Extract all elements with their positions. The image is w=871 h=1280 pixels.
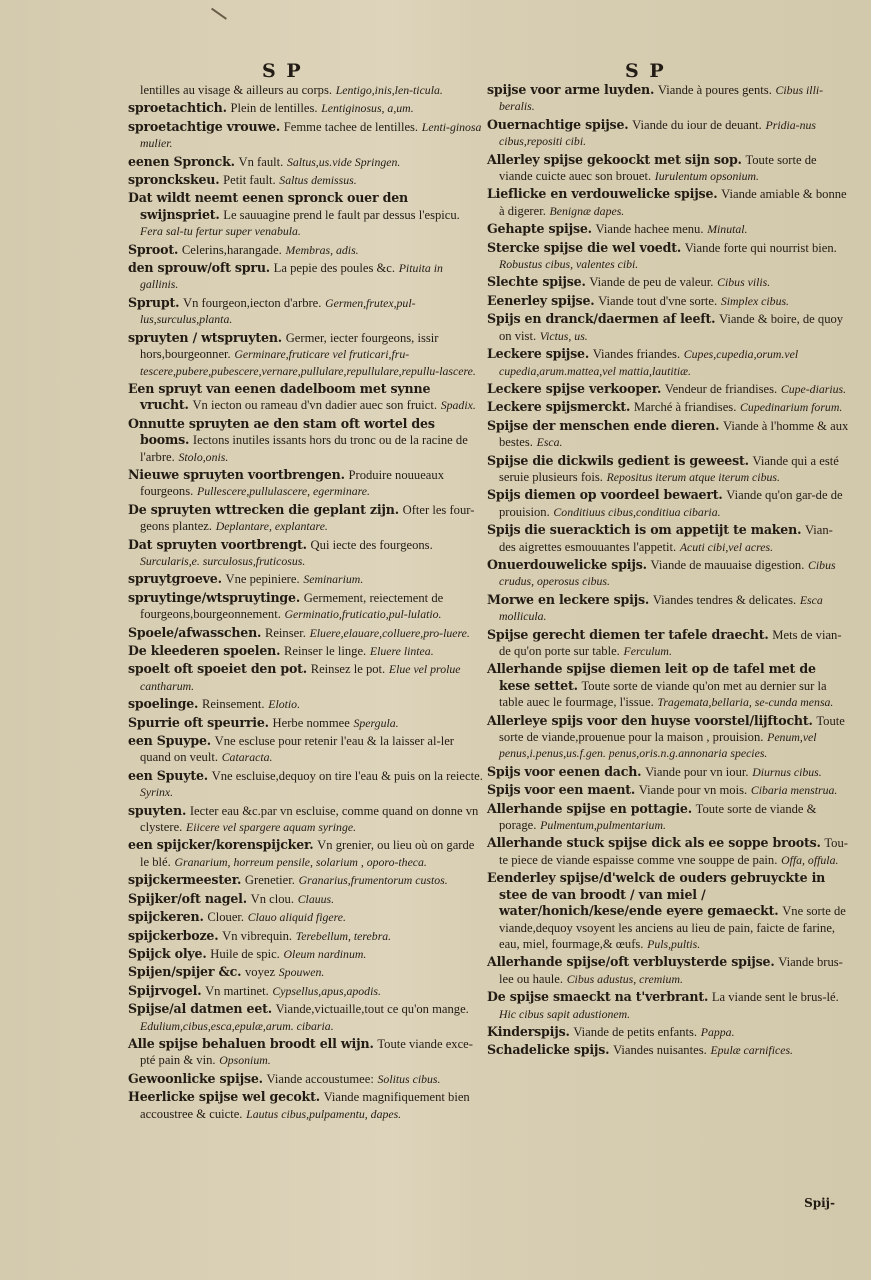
latin-gloss: Membras, adis. bbox=[285, 242, 359, 257]
french-gloss: Viande pour vn iour. bbox=[645, 764, 749, 779]
dictionary-entry bbox=[128, 502, 483, 535]
right-column bbox=[487, 82, 849, 1061]
headword: Spijrvogel. bbox=[128, 982, 202, 998]
french-gloss: Viande,victuaille,tout ce qu'on mange. bbox=[275, 1002, 469, 1017]
french-gloss: Viande du iour de deuant. bbox=[632, 117, 762, 132]
french-gloss: Viande forte qui nourrist bien. bbox=[684, 240, 837, 255]
headword: De spijse smaeckt na t'verbrant. bbox=[487, 989, 709, 1005]
latin-gloss: Penum,vel penus,i.penus,us.f.gen. penus,oris.n.g.annonaria species. bbox=[499, 730, 817, 761]
dictionary-entry bbox=[128, 1071, 483, 1087]
dictionary-entry bbox=[128, 82, 483, 98]
headword: Onuerdouwelicke spijs. bbox=[487, 556, 647, 572]
latin-gloss: Conditiuus cibus,conditiua cibaria. bbox=[553, 504, 721, 519]
headword: Spurrie oft speurrie. bbox=[128, 714, 269, 730]
french-gloss: Vn fourgeon,iecton d'arbre. bbox=[183, 295, 322, 310]
latin-gloss: Puls,pultis. bbox=[647, 936, 701, 951]
french-gloss: Vendeur de friandises. bbox=[664, 381, 778, 396]
headword: Spoele/afwasschen. bbox=[128, 624, 262, 640]
french-gloss: Vn grenier, ou lieu où on garde le blé. bbox=[140, 838, 475, 869]
headword: Allerhande spijse diemen leit op de tafel met de kese settet. bbox=[487, 661, 816, 693]
french-gloss: Viande de mauuaise digestion. bbox=[650, 557, 805, 572]
dictionary-entry bbox=[128, 119, 483, 152]
headword: Onnutte spruyten ae den stam oft wortel des booms. bbox=[128, 415, 435, 448]
dictionary-entry bbox=[128, 872, 483, 888]
latin-gloss: Terebellum, terebra. bbox=[295, 928, 392, 943]
dictionary-entry bbox=[128, 1001, 483, 1034]
latin-gloss: Diurnus cibus. bbox=[752, 764, 822, 779]
latin-gloss: Lautus cibus,pulpamentu, dapes. bbox=[246, 1106, 402, 1121]
headword: Spijen/spijer &c. bbox=[128, 964, 242, 980]
dictionary-entry bbox=[128, 242, 483, 258]
headword: spijckerboze. bbox=[128, 927, 219, 943]
french-gloss: Plein de lentilles. bbox=[230, 101, 318, 116]
headword: Allerley spijse gekoockt met sijn sop. bbox=[487, 151, 742, 167]
dictionary-entry bbox=[487, 801, 849, 834]
latin-gloss: Stolo,onis. bbox=[178, 449, 229, 464]
dictionary-entry bbox=[128, 100, 483, 116]
dictionary-entry bbox=[487, 782, 849, 798]
dictionary-entry bbox=[487, 418, 849, 451]
french-gloss: Vian-des aigrettes esmouuantes l'appetit. bbox=[499, 523, 833, 554]
latin-gloss: Seminarium. bbox=[303, 572, 364, 587]
dictionary-entry bbox=[487, 835, 849, 868]
dictionary-entry bbox=[487, 713, 849, 762]
dictionary-entry bbox=[128, 696, 483, 712]
headword: Sproot. bbox=[128, 241, 179, 257]
latin-gloss: Granarius,frumentorum custos. bbox=[298, 873, 448, 888]
french-gloss: Viande hachee menu. bbox=[595, 222, 704, 237]
running-head-right: S P bbox=[625, 60, 666, 82]
latin-gloss: Saltus demissus. bbox=[279, 173, 357, 188]
dictionary-entry bbox=[128, 715, 483, 731]
headword: spruytgroeve. bbox=[128, 571, 222, 587]
french-gloss: lentilles au visage & ailleurs au corps. bbox=[140, 83, 332, 97]
latin-gloss: Clauus. bbox=[297, 891, 335, 906]
french-gloss: Viande qui a esté seruie plusieurs fois. bbox=[499, 453, 839, 484]
headword: den sprouw/oft spru. bbox=[128, 260, 270, 276]
french-gloss: Reinser le linge. bbox=[284, 644, 367, 658]
latin-gloss: Cibus adustus, cremium. bbox=[566, 971, 683, 986]
french-gloss: Reinsement. bbox=[201, 697, 265, 712]
french-gloss: Clouer. bbox=[207, 910, 245, 925]
french-gloss: Vn martinet. bbox=[205, 983, 269, 998]
french-gloss: voyez bbox=[245, 965, 276, 980]
french-gloss: Petit fault. bbox=[223, 173, 276, 188]
french-gloss: Germement, reiectement de fourgeons,bourgeonnement. bbox=[140, 590, 444, 622]
headword: Heerlicke spijse wel gecokt. bbox=[128, 1089, 320, 1105]
french-gloss: Toute sorte de viande cuicte auec son brouet. bbox=[499, 152, 817, 184]
catchword: Spij- bbox=[804, 1196, 835, 1210]
headword: Spijs die sueracktich is om appetijt te maken. bbox=[487, 522, 802, 538]
french-gloss: Viande brus-lee ou haule. bbox=[499, 955, 843, 986]
dictionary-entry bbox=[487, 346, 849, 379]
latin-gloss: Repositus iterum atque iterum cibus. bbox=[606, 469, 780, 484]
latin-gloss: Cibus crudus, operosus cibus. bbox=[499, 557, 836, 589]
dictionary-entry bbox=[128, 928, 483, 944]
dictionary-entry bbox=[487, 453, 849, 486]
dictionary-entry bbox=[128, 537, 483, 570]
dictionary-entry bbox=[487, 152, 849, 185]
dictionary-entry bbox=[128, 590, 483, 623]
latin-gloss: Pullescere,pullulascere, egerminare. bbox=[196, 484, 370, 499]
french-gloss: Toute sorte de viande qu'on met au dernier sur la table auec le fourmage, l'issue. bbox=[499, 678, 827, 710]
french-gloss: Reinsez le pot. bbox=[310, 662, 386, 677]
headword: Spijs voor een maent. bbox=[487, 782, 636, 798]
dictionary-entry bbox=[487, 82, 849, 115]
latin-gloss: Edulium,cibus,esca,epulæ,arum. cibaria. bbox=[140, 1018, 334, 1033]
french-gloss: Germer, iecter fourgeons, issir hors,bourgeonner. bbox=[140, 330, 439, 362]
french-gloss: Viandes friandes. bbox=[592, 347, 681, 362]
dictionary-entry bbox=[128, 733, 483, 766]
dictionary-entry bbox=[487, 557, 849, 590]
headword: Dat spruyten voortbrengt. bbox=[128, 536, 307, 552]
headword: Allerhande spijse/oft verbluysterde spijse. bbox=[487, 954, 775, 970]
dictionary-entry bbox=[128, 837, 483, 870]
french-gloss: Ofter les four-geons plantez. bbox=[140, 502, 475, 534]
latin-gloss: Esca. bbox=[536, 435, 563, 450]
headword: Leckere spijse. bbox=[487, 346, 590, 362]
headword: spijse voor arme luyden. bbox=[487, 82, 655, 97]
headword: Allerhande spijse en pottagie. bbox=[487, 800, 692, 816]
headword: Spijck olye. bbox=[128, 945, 207, 961]
french-gloss: Viande qu'on gar-de de prouision. bbox=[499, 488, 843, 519]
headword: Lieflicke en verdouwelicke spijse. bbox=[487, 186, 718, 202]
latin-gloss: Robustus cibus, valentes cibi. bbox=[499, 257, 639, 272]
french-gloss: Mets de vian-de qu'on porte sur table. bbox=[499, 627, 842, 658]
headword: Slechte spijse. bbox=[487, 274, 586, 290]
french-gloss: Viandes nuisantes. bbox=[613, 1043, 707, 1058]
headword: Eenerley spijse. bbox=[487, 292, 595, 308]
headword: een Spuyte. bbox=[128, 767, 208, 783]
dictionary-entry bbox=[128, 1036, 483, 1069]
dictionary-entry bbox=[487, 311, 849, 344]
latin-gloss: Pappa. bbox=[700, 1024, 735, 1039]
french-gloss: Viande amiable & bonne à digerer. bbox=[499, 187, 847, 218]
latin-gloss: Elotio. bbox=[268, 697, 301, 712]
dictionary-entry bbox=[128, 571, 483, 587]
latin-gloss: Germen,frutex,pul-lus,surculus,planta. bbox=[140, 295, 416, 327]
latin-gloss: Pituita in gallinis. bbox=[140, 261, 443, 292]
latin-gloss: Cataracta. bbox=[221, 750, 273, 765]
latin-gloss: Germinatio,fruticatio,pul-lulatio. bbox=[284, 607, 442, 622]
dictionary-entry bbox=[128, 891, 483, 907]
latin-gloss: Deplantare, explantare. bbox=[215, 519, 328, 534]
french-gloss: Toute sorte de viande,prouenue pour la maison , prouision. bbox=[499, 713, 845, 745]
french-gloss: Le sauuagine prend le fault par dessus l'espicu. bbox=[223, 207, 460, 222]
headword: Nieuwe spruyten voortbrengen. bbox=[128, 466, 345, 482]
latin-gloss: Eluere lintea. bbox=[369, 644, 434, 658]
french-gloss: Viande de peu de valeur. bbox=[589, 275, 714, 290]
headword: sproetachtige vrouwe. bbox=[128, 118, 281, 134]
headword: eenen Spronck. bbox=[128, 153, 235, 169]
headword: Spijse gerecht diemen ter tafele draecht. bbox=[487, 626, 769, 642]
french-gloss: Viande de petits enfants. bbox=[573, 1024, 698, 1039]
dictionary-entry bbox=[128, 295, 483, 328]
latin-gloss: Germinare,fruticare vel fruticari,fru-tescere,pubere,pubescere,vernare,pullulare,repullulare,repullu-lascere. bbox=[140, 347, 476, 378]
headword: Leckere spijsmerckt. bbox=[487, 399, 631, 415]
dictionary-entry bbox=[487, 870, 849, 952]
latin-gloss: Iurulentum opsonium. bbox=[654, 169, 759, 184]
headword: Spijse der menschen ende dieren. bbox=[487, 417, 720, 433]
headword: De spruyten wttrecken die geplant zijn. bbox=[128, 501, 399, 517]
dictionary-entry bbox=[487, 186, 849, 219]
french-gloss: Iectons inutiles issants hors du tronc ou de la racine de l'arbre. bbox=[140, 433, 468, 464]
dictionary-entry bbox=[128, 964, 483, 980]
french-gloss: Iecter eau &c.par vn escluise, comme quand on donne vn clystere. bbox=[140, 803, 479, 835]
french-gloss: Viande à poures gents. bbox=[657, 83, 772, 97]
dictionary-entry bbox=[128, 768, 483, 801]
latin-gloss: Eiicere vel spargere aquam syringe. bbox=[186, 820, 357, 835]
latin-gloss: Spergula. bbox=[353, 715, 399, 730]
headword: De kleederen spoelen. bbox=[128, 643, 281, 658]
dictionary-entry bbox=[128, 946, 483, 962]
dictionary-entry bbox=[487, 117, 849, 150]
latin-gloss: Acuti cibi,vel acres. bbox=[679, 539, 774, 554]
dictionary-entry bbox=[487, 661, 849, 710]
headword: een spijcker/korenspijcker. bbox=[128, 837, 314, 853]
dictionary-entry bbox=[128, 909, 483, 925]
headword: Spijse die dickwils gedient is geweest. bbox=[487, 452, 749, 468]
french-gloss: Qui iecte des fourgeons. bbox=[310, 537, 433, 552]
dictionary-entry bbox=[128, 190, 483, 239]
headword: Spijs diemen op voordeel bewaert. bbox=[487, 487, 723, 503]
dictionary-entry bbox=[128, 983, 483, 999]
dictionary-entry bbox=[128, 172, 483, 188]
latin-gloss: Simplex cibus. bbox=[720, 293, 790, 308]
dictionary-entry bbox=[487, 1042, 849, 1058]
headword: Allerhande stuck spijse dick als ee soppe broots. bbox=[487, 835, 821, 851]
dictionary-entry bbox=[128, 416, 483, 465]
latin-gloss: Fera sal-tu fertur super venabula. bbox=[140, 224, 301, 239]
headword: Spijker/oft nagel. bbox=[128, 890, 247, 906]
headword: Spijse/al datmen eet. bbox=[128, 1001, 272, 1017]
dictionary-entry bbox=[487, 293, 849, 309]
headword: Stercke spijse die wel voedt. bbox=[487, 239, 682, 255]
headword: Ouernachtige spijse. bbox=[487, 116, 629, 132]
dictionary-entry bbox=[487, 627, 849, 660]
headword: Spijs voor eenen dach. bbox=[487, 763, 642, 779]
latin-gloss: Oleum nardinum. bbox=[283, 946, 367, 961]
french-gloss: Vne escluse pour retenir l'eau & la laisser al-ler quand on veult. bbox=[140, 734, 454, 765]
headword: Schadelicke spijs. bbox=[487, 1042, 610, 1058]
latin-gloss: Benignæ dapes. bbox=[549, 203, 625, 218]
french-gloss: Huile de spic. bbox=[210, 946, 280, 961]
dictionary-entry bbox=[128, 154, 483, 170]
headword: spijckeren. bbox=[128, 909, 204, 925]
dictionary-entry bbox=[128, 625, 483, 641]
headword: Spijs en dranck/daermen af leeft. bbox=[487, 311, 716, 327]
dictionary-entry bbox=[128, 643, 483, 659]
headword: Dat wildt neemt eenen spronck ouer den swijnspriet. bbox=[128, 190, 408, 222]
latin-gloss: Ferculum. bbox=[623, 644, 672, 658]
latin-gloss: Cupe-diarius. bbox=[780, 381, 847, 396]
latin-gloss: Cupes,cupedia,orum.vel cupedia,arum.mattea,vel mattia,lautitiæ. bbox=[499, 347, 799, 378]
french-gloss: Grenetier. bbox=[244, 873, 295, 888]
french-gloss: Femme tachee de lentilles. bbox=[283, 119, 419, 134]
latin-gloss: Lenti-ginosa mulier. bbox=[140, 119, 482, 151]
dictionary-entry bbox=[487, 592, 849, 625]
latin-gloss: Cibaria menstrua. bbox=[750, 783, 838, 798]
latin-gloss: Eluere,elauare,colluere,pro-luere. bbox=[309, 625, 470, 640]
french-gloss: Viande magnifiquement bien accoustree & cuicte. bbox=[140, 1090, 470, 1121]
latin-gloss: Victus, us. bbox=[539, 328, 588, 343]
latin-gloss: Syrinx. bbox=[140, 785, 174, 800]
french-gloss: Vn iecton ou rameau d'vn dadier auec son fruict. bbox=[192, 398, 438, 413]
dictionary-entry bbox=[487, 399, 849, 415]
french-gloss: Vn fault. bbox=[238, 154, 284, 169]
french-gloss: Viande à l'homme & aux bestes. bbox=[499, 418, 849, 450]
french-gloss: Toute viande exce-pté pain & vin. bbox=[140, 1036, 473, 1068]
latin-gloss: Spouwen. bbox=[278, 965, 325, 980]
french-gloss: Marché à friandises. bbox=[633, 400, 737, 415]
french-gloss: Vn clou. bbox=[250, 891, 294, 906]
latin-gloss: Cypsellus,apus,apodis. bbox=[272, 983, 381, 998]
french-gloss: La pepie des poules &c. bbox=[273, 261, 396, 276]
dictionary-entry bbox=[487, 487, 849, 520]
latin-gloss: Offa, offula. bbox=[781, 852, 839, 867]
headword: Een spruyt van eenen dadelboom met synne vrucht. bbox=[128, 380, 431, 413]
dictionary-entry bbox=[128, 661, 483, 694]
latin-gloss: Minutal. bbox=[707, 222, 748, 237]
headword: Eenderley spijse/d'welck de ouders gebruyckte in stee de van broodt / van miel / water/honich/kese/ende eyere gemaeckt. bbox=[487, 870, 826, 919]
latin-gloss: Epulæ carnifices. bbox=[710, 1043, 794, 1058]
latin-gloss: Pulmentum,pulmentarium. bbox=[540, 818, 666, 833]
dictionary-entry bbox=[487, 989, 849, 1022]
latin-gloss: Opsonium. bbox=[219, 1053, 271, 1068]
latin-gloss: Cupedinarium forum. bbox=[740, 400, 843, 415]
french-gloss: Viande pour vn mois. bbox=[638, 783, 748, 798]
dictionary-entry bbox=[128, 260, 483, 293]
french-gloss: Viande & boire, de quoy on vist. bbox=[499, 312, 844, 343]
headword: spronckskeu. bbox=[128, 172, 220, 188]
headword: spruytinge/wtspruytinge. bbox=[128, 589, 301, 605]
dictionary-entry bbox=[487, 764, 849, 780]
dictionary-entry bbox=[128, 803, 483, 836]
french-gloss: Reinser. bbox=[264, 625, 306, 640]
french-gloss: Produire nouueaux fourgeons. bbox=[140, 467, 444, 499]
headword: Leckere spijse verkooper. bbox=[487, 380, 662, 396]
dictionary-entry bbox=[487, 1024, 849, 1040]
latin-gloss: Solitus cibus. bbox=[377, 1071, 441, 1086]
headword: spuyten. bbox=[128, 802, 187, 818]
headword: spijckermeester. bbox=[128, 872, 242, 888]
french-gloss: La viande sent le brus-lé. bbox=[711, 990, 839, 1005]
latin-gloss: Cibus illi-beralis. bbox=[499, 83, 824, 114]
dictionary-entry bbox=[128, 467, 483, 500]
headword: Alle spijse behaluen broodt ell wijn. bbox=[128, 1035, 374, 1051]
running-head-left: S P bbox=[262, 60, 303, 82]
dictionary-entry bbox=[487, 240, 849, 273]
headword: Sprupt. bbox=[128, 294, 180, 310]
latin-gloss: Lentigo,inis,len-ticula. bbox=[335, 83, 443, 97]
french-gloss: Viande accoustumee: bbox=[266, 1071, 374, 1086]
latin-gloss: Esca mollicula. bbox=[499, 592, 823, 624]
dictionary-entry bbox=[487, 221, 849, 237]
headword: Gehapte spijse. bbox=[487, 221, 592, 237]
dictionary-entry bbox=[487, 274, 849, 290]
french-gloss: Vne sorte de viande,dequoy vsoyent les anciens au lieu de pain, faicte de farine, eau, miel, fourmage,& œufs. bbox=[499, 904, 846, 951]
french-gloss: Vne pepiniere. bbox=[225, 572, 300, 587]
headword: Gewoonlicke spijse. bbox=[128, 1070, 263, 1086]
latin-gloss: Clauo aliquid figere. bbox=[247, 910, 346, 925]
headword: spruyten / wtspruyten. bbox=[128, 329, 282, 345]
latin-gloss: Elue vel prolue cantharum. bbox=[140, 662, 461, 693]
left-column bbox=[128, 82, 483, 1124]
french-gloss: Toute sorte de viande & porage. bbox=[499, 801, 817, 833]
french-gloss: Viandes tendres & delicates. bbox=[652, 592, 797, 607]
latin-gloss: Saltus,us.vide Springen. bbox=[286, 154, 401, 169]
dictionary-entry bbox=[128, 330, 483, 379]
dictionary-entry bbox=[487, 381, 849, 397]
dictionary-entry bbox=[128, 381, 483, 414]
latin-gloss: Pridia-nus cibus,repositi cibi. bbox=[499, 117, 816, 149]
headword: Morwe en leckere spijs. bbox=[487, 591, 650, 607]
dictionary-entry bbox=[487, 954, 849, 987]
latin-gloss: Hic cibus sapit adustionem. bbox=[499, 1006, 631, 1021]
latin-gloss: Cibus vilis. bbox=[717, 275, 771, 290]
headword: Allerleye spijs voor den huyse voorstel/lijftocht. bbox=[487, 712, 813, 728]
headword: Kinderspijs. bbox=[487, 1023, 570, 1039]
latin-gloss: Tragemata,bellaria, se-cunda mensa. bbox=[657, 695, 834, 710]
paper-mark bbox=[211, 0, 235, 20]
latin-gloss: Surcularis,e. surculosus,fruticosus. bbox=[140, 553, 306, 568]
french-gloss: Tou-te piece de viande espaisse comme vne souppe de pain. bbox=[499, 836, 848, 867]
headword: spoelt oft spoeiet den pot. bbox=[128, 661, 307, 677]
french-gloss: Celerins,harangade. bbox=[181, 242, 282, 257]
headword: spoelinge. bbox=[128, 696, 199, 712]
french-gloss: Vn vibrequin. bbox=[222, 928, 293, 943]
dictionary-entry bbox=[487, 522, 849, 555]
latin-gloss: Lentiginosus, a,um. bbox=[321, 101, 414, 116]
latin-gloss: Granarium, horreum pensile, solarium , oporo-theca. bbox=[174, 854, 427, 869]
dictionary-entry bbox=[128, 1089, 483, 1122]
latin-gloss: Spadix. bbox=[440, 398, 476, 413]
headword: een Spuype. bbox=[128, 733, 211, 749]
french-gloss: Vne escluise,dequoy on tire l'eau & puis on la reiecte. bbox=[211, 768, 483, 783]
french-gloss: Viande tout d'vne sorte. bbox=[598, 293, 718, 308]
headword: sproetachtich. bbox=[128, 100, 227, 116]
french-gloss: Herbe nommee bbox=[272, 715, 350, 730]
